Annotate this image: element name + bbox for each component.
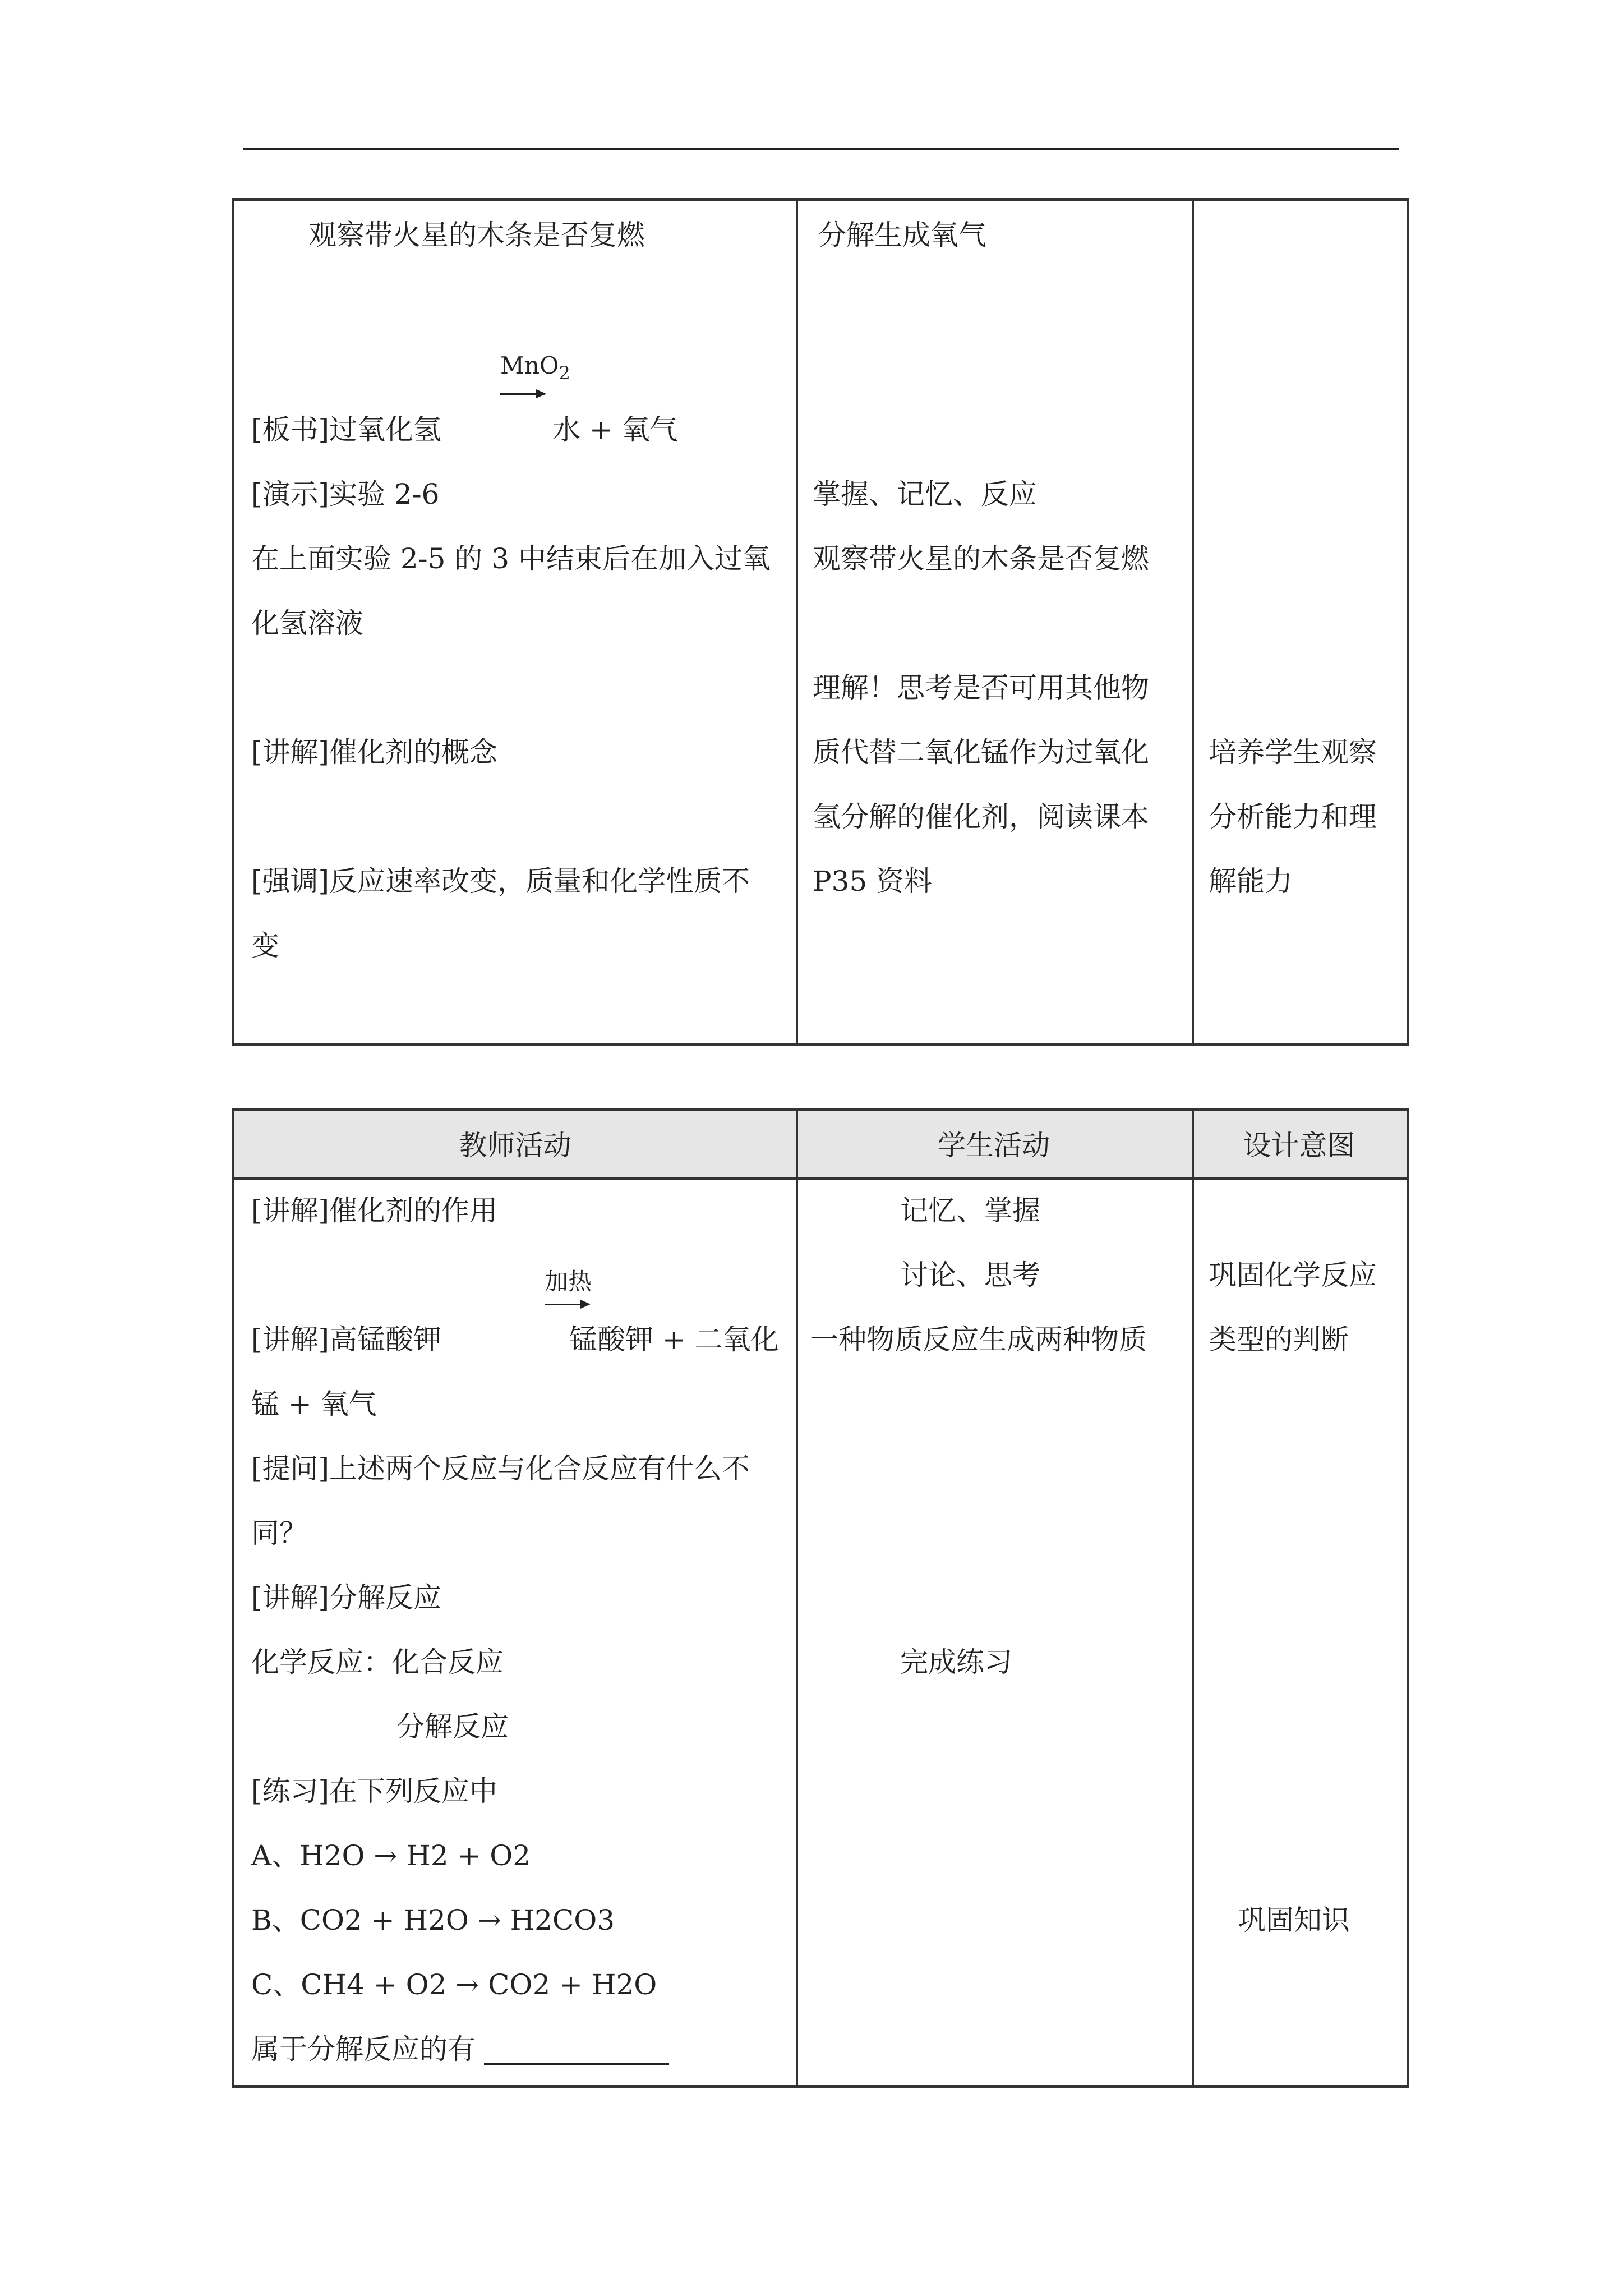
kmno4-products-line-1: 锰酸钾 + 二氧化 — [569, 1323, 779, 1356]
decomposition-explain: [讲解]分解反应 — [251, 1581, 442, 1614]
column-divider-2 — [1192, 201, 1194, 1043]
lesson-table-1 — [232, 198, 1409, 1046]
consolidate-line-1: 巩固化学反应 — [1209, 1259, 1377, 1291]
exercise-title: [练习]在下列反应中 — [251, 1775, 498, 1807]
option-c: C、CH4 + O2 → CO2 + H2O — [251, 1968, 657, 2001]
condition-text: MnO — [500, 352, 559, 379]
practice-text: 完成练习 — [900, 1646, 1012, 1678]
emphasis-line-1: [强调]反应速率改变，质量和化学性质不 — [251, 865, 750, 898]
intent-line-2: 分析能力和理 — [1209, 800, 1377, 833]
kmno4-label: [讲解]高锰酸钾 — [251, 1323, 442, 1356]
header-divider — [234, 1177, 1407, 1180]
catalyst-concept: [讲解]催化剂的概念 — [251, 736, 498, 769]
option-a: A、H2O → H2 + O2 — [251, 1839, 531, 1872]
column-divider-1 — [796, 1111, 798, 2085]
demo-title: [演示]实验 2-6 — [251, 478, 440, 510]
reaction-condition — [500, 354, 570, 382]
one-to-two-text: 一种物质反应生成两种物质 — [810, 1323, 1147, 1356]
reaction-types-line-1: 化学反应：化合反应 — [251, 1646, 504, 1678]
header-rule — [243, 148, 1399, 150]
consolidate-line-2: 类型的判断 — [1209, 1323, 1349, 1356]
decompose-text: 分解生成氧气 — [818, 219, 986, 251]
condition-subscript: 2 — [559, 362, 570, 384]
answer-blank[interactable] — [484, 2063, 669, 2065]
kmno4-products-line-2: 锰 + 氧气 — [251, 1388, 377, 1420]
memory-text: 记忆、掌握 — [900, 1194, 1040, 1227]
column-divider-1 — [796, 201, 798, 1043]
option-b: B、CO2 + H2O → H2CO3 — [251, 1904, 615, 1936]
think-line-1: 理解！思考是否可用其他物 — [813, 671, 1149, 704]
emphasis-line-2: 变 — [251, 930, 279, 962]
header-student-activity: 学生活动 — [938, 1129, 1050, 1162]
question-line-2: 同？ — [251, 1517, 307, 1549]
demo-description-line-1: 在上面实验 2-5 的 3 中结束后在加入过氧 — [251, 542, 771, 575]
header-teacher-activity: 教师活动 — [459, 1129, 571, 1162]
heat-condition: 加热 — [545, 1268, 592, 1295]
answer-prompt: 属于分解反应的有 — [251, 2033, 476, 2065]
think-line-2: 质代替二氧化锰作为过氧化 — [813, 736, 1149, 769]
catalyst-role: [讲解]催化剂的作用 — [251, 1194, 498, 1227]
master-text: 掌握、记忆、反应 — [813, 478, 1037, 510]
question-line-1: [提问]上述两个反应与化合反应有什么不 — [251, 1452, 750, 1485]
intent-line-1: 培养学生观察 — [1209, 736, 1377, 769]
demo-description-line-2: 化氢溶液 — [251, 607, 363, 639]
board-products: 水 + 氧气 — [552, 413, 678, 446]
intent-line-3: 解能力 — [1209, 865, 1293, 898]
think-line-4: P35 资料 — [813, 865, 933, 898]
header-design-intent: 设计意图 — [1243, 1129, 1355, 1162]
lesson-table-2 — [232, 1108, 1409, 2088]
think-line-3: 氢分解的催化剂，阅读课本 — [813, 800, 1149, 833]
observe-student-text: 观察带火星的木条是否复燃 — [813, 542, 1149, 575]
board-label: [板书]过氧化氢 — [251, 413, 442, 446]
heat-arrow — [545, 1304, 589, 1305]
observe-text: 观察带火星的木条是否复燃 — [308, 219, 645, 251]
knowledge-text: 巩固知识 — [1238, 1904, 1350, 1936]
column-divider-2 — [1192, 1111, 1194, 2085]
reaction-arrow — [500, 393, 545, 395]
reaction-types-line-2: 分解反应 — [396, 1710, 509, 1743]
discuss-text: 讨论、思考 — [900, 1259, 1040, 1291]
